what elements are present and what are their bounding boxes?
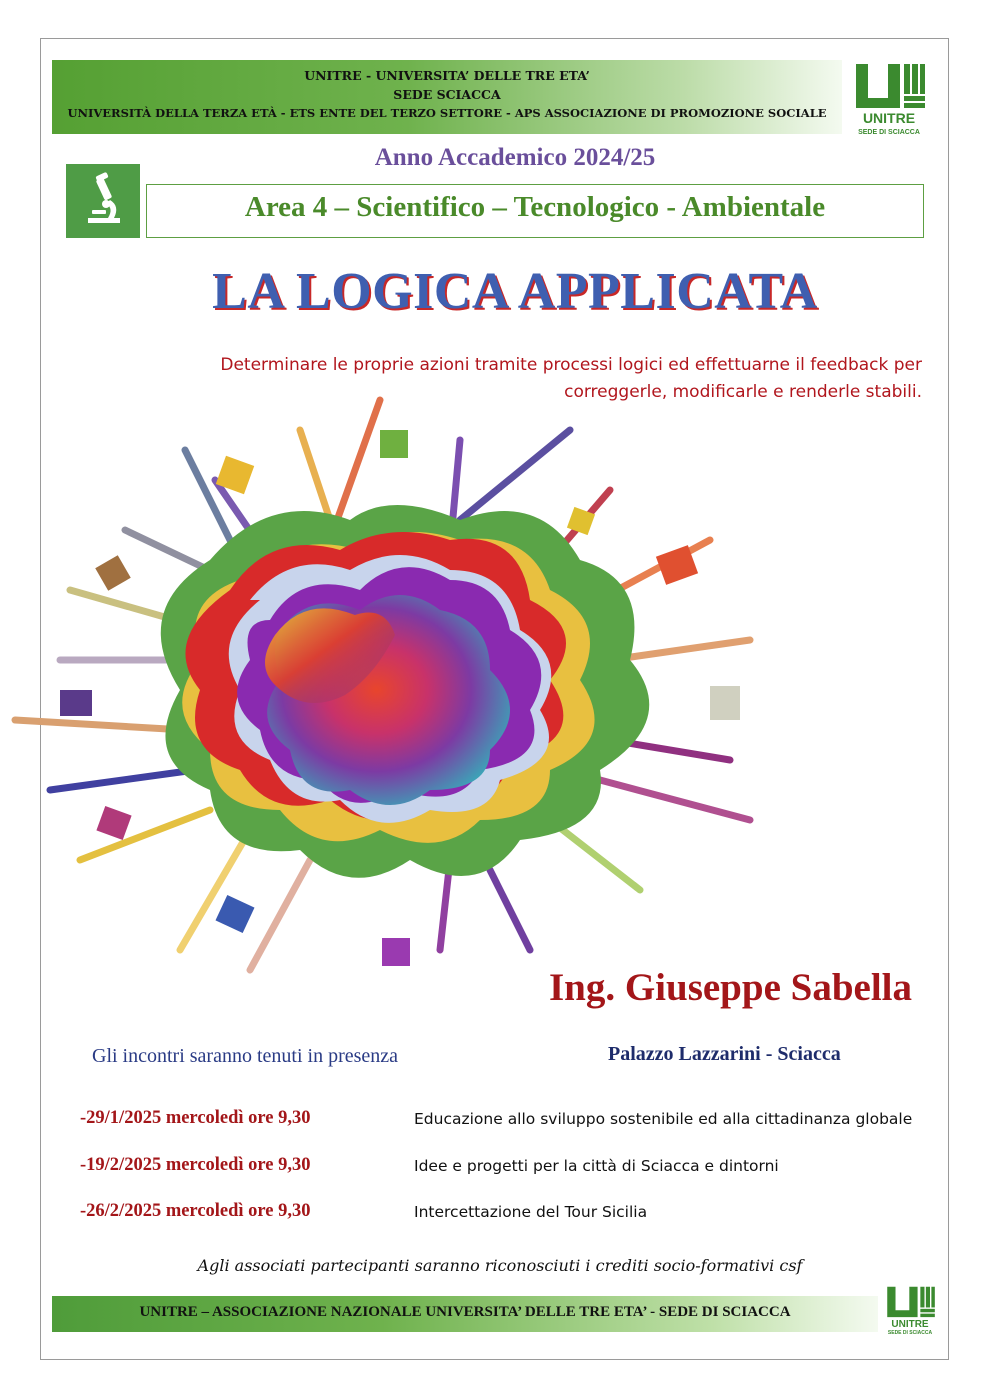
- area-box: [146, 184, 924, 238]
- logo-subtext: SEDE DI SCIACCA: [858, 129, 920, 136]
- footer-banner: [52, 1296, 878, 1332]
- course-title: LA LOGICA APPLICATA: [212, 263, 818, 320]
- schedule-topic: Idee e progetti per la città di Sciacca e dintorni: [414, 1157, 779, 1175]
- header-line-3: UNIVERSITÀ DELLA TERZA ETÀ - ETS ENTE DEL TERZO SETTORE - APS ASSOCIAZIONE DI PROMOZIONE SOCIALE: [67, 106, 827, 120]
- area-label: Area 4 – Scientifico – Tecnologico - Ambientale: [244, 191, 826, 223]
- unitre-logo: [852, 60, 926, 136]
- schedule-date: -29/1/2025 mercoledì ore 9,30: [80, 1108, 311, 1128]
- header-line-1: UNITRE - UNIVERSITA’ DELLE TRE ETA’: [304, 68, 590, 83]
- schedule-date: -19/2/2025 mercoledì ore 9,30: [80, 1155, 311, 1175]
- footer-text: UNITRE – ASSOCIAZIONE NAZIONALE UNIVERSITA’ DELLE TRE ETA’ - SEDE DI SCIACCA: [139, 1304, 791, 1320]
- header-line-2: SEDE SCIACCA: [393, 87, 501, 102]
- academic-year: Anno Accademico 2024/25: [374, 144, 656, 171]
- logo-subtext: SEDE DI SCIACCA: [887, 1330, 933, 1336]
- venue: Palazzo Lazzarini - Sciacca: [608, 1043, 841, 1065]
- logo-text: UNITRE: [891, 1319, 929, 1330]
- schedule-date: -26/2/2025 mercoledì ore 9,30: [80, 1201, 311, 1221]
- subtitle-line-2: correggerle, modificarle e renderle stabili.: [564, 382, 922, 402]
- speaker-name: Ing. Giuseppe Sabella: [548, 966, 912, 1009]
- area-icon-box: [66, 164, 140, 238]
- unitre-logo-mark-icon: [884, 1284, 936, 1324]
- schedule-row: [80, 1155, 940, 1185]
- credits-note: Agli associati partecipanti saranno riconosciuti i crediti socio-formativi csf: [197, 1256, 803, 1275]
- abstract-burst-illustration: [10, 390, 770, 990]
- logo-text: UNITRE: [862, 110, 916, 126]
- schedule-topic: Educazione allo sviluppo sostenibile ed alla cittadinanza globale: [414, 1110, 913, 1128]
- presence-note: Gli incontri saranno tenuti in presenza: [92, 1045, 399, 1067]
- schedule-topic: Intercettazione del Tour Sicilia: [414, 1203, 648, 1221]
- subtitle-line-1: Determinare le proprie azioni tramite processi logici ed effettuarne il feedback per: [220, 355, 922, 375]
- schedule-row: [80, 1201, 940, 1231]
- header-banner: [52, 60, 842, 134]
- unitre-footer-logo: [884, 1284, 936, 1336]
- microscope-icon: [66, 164, 140, 238]
- schedule-row: [80, 1108, 940, 1138]
